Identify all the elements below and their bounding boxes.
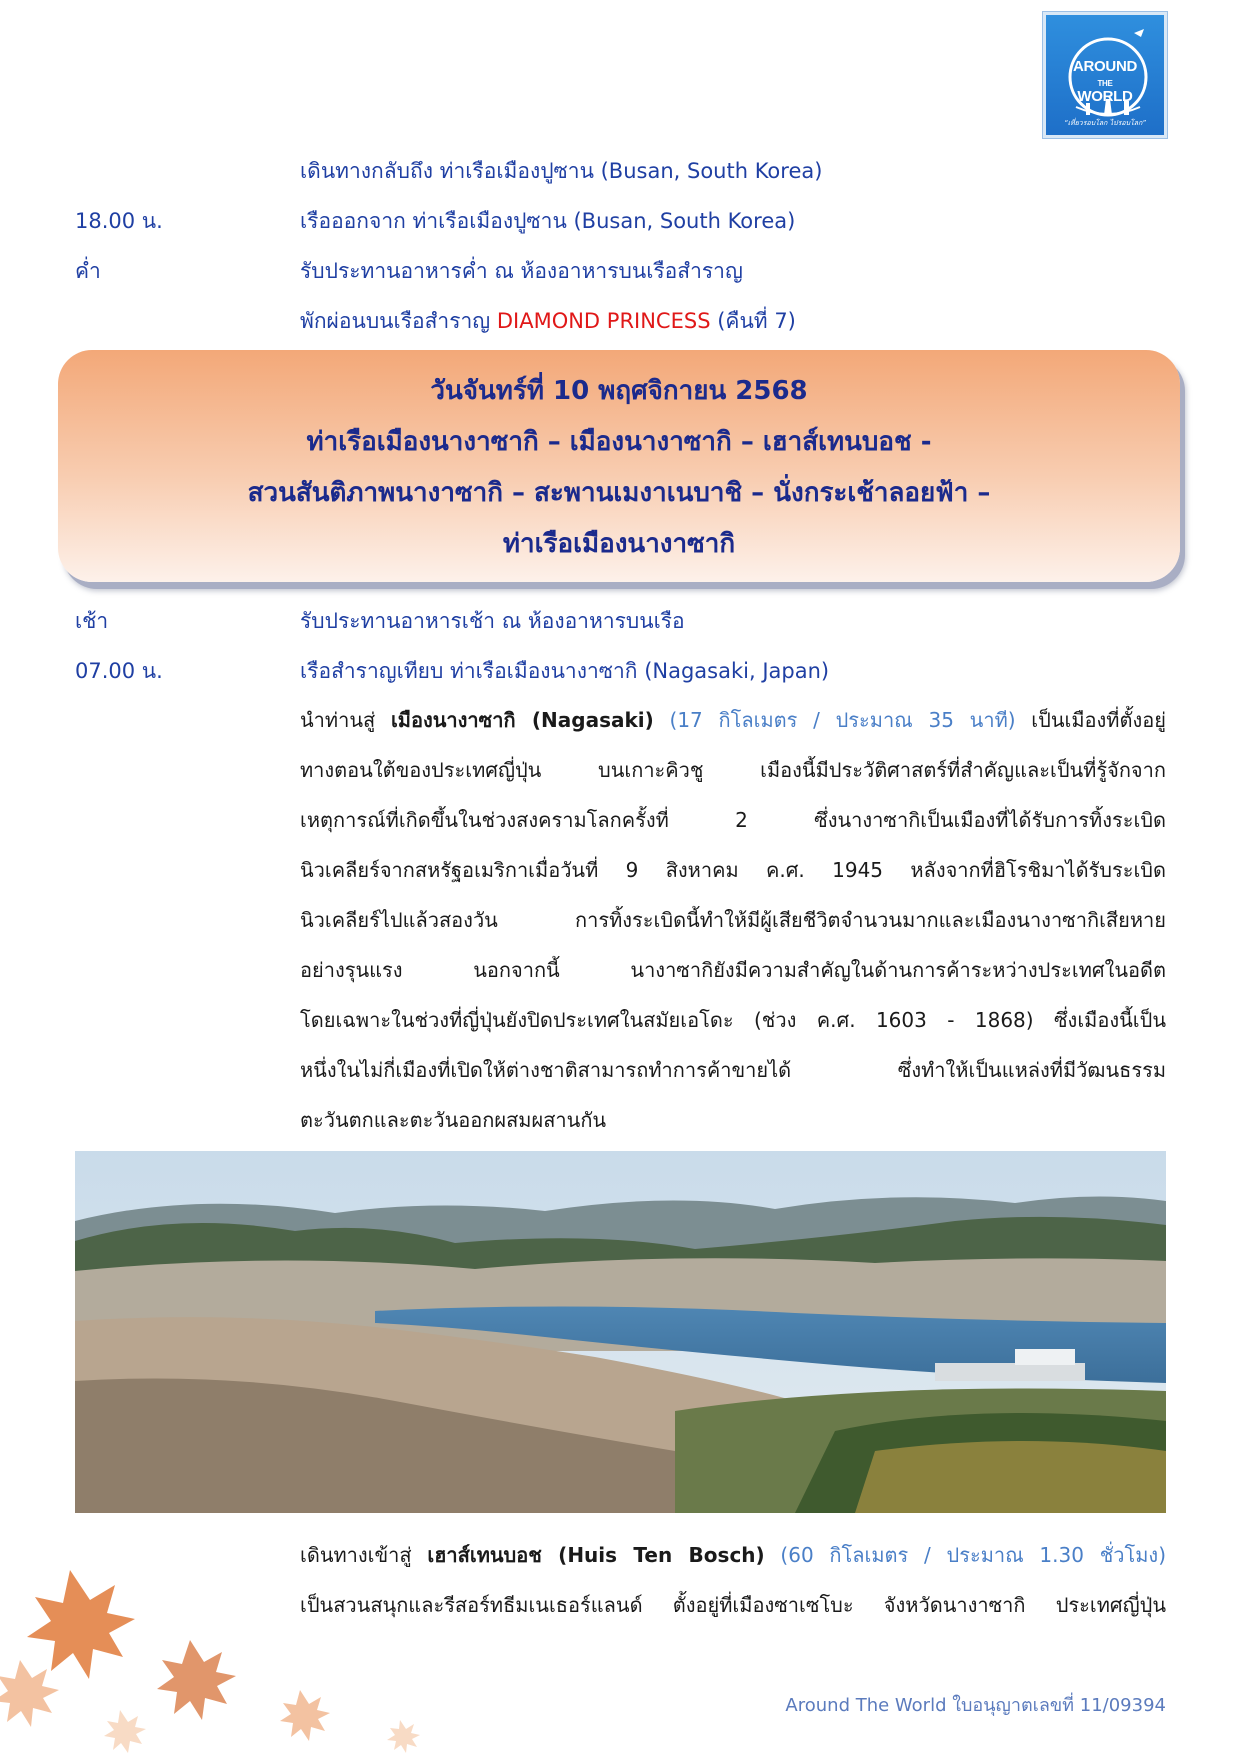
paragraph-line: นิวเคลียร์จากสหรัฐอเมริกาเมื่อวันที่ 9 สิงหาคม ค.ศ. 1945 หลังจากที่ฮิโรชิมาได้รับระเบิด <box>300 858 1166 882</box>
day-route-line: ท่าเรือเมืองนางาซากิ – เมืองนางาซากิ – เฮาส์เทนบอช - <box>306 427 932 457</box>
paragraph-line: ทางตอนใต้ของประเทศญี่ปุ่น บนเกาะคิวชู เมืองนี้มีประวัติศาสตร์ที่สำคัญและเป็นที่รู้จักจาก <box>300 758 1166 782</box>
nagasaki-description <box>300 695 1166 1145</box>
paragraph-line: นิวเคลียร์ไปแล้วสองวัน การทิ้งระเบิดนี้ทำให้มีผู้เสียชีวิตจำนวนมากและเมืองนางาซากิเสียหาย <box>300 908 1166 932</box>
schedule-text: รับประทานอาหารเช้า ณ ห้องอาหารบนเรือ <box>300 609 685 633</box>
day-date: วันจันทร์ที่ 10 พฤศจิกายน 2568 <box>430 376 808 406</box>
schedule-time: 18.00 น. <box>75 209 163 233</box>
place-name: เฮาส์เทนบอช (Huis Ten Bosch) <box>427 1543 765 1567</box>
maple-leaves-decoration <box>0 1530 560 1753</box>
paragraph-line: เดินทางเข้าสู่ เฮาส์เทนบอช (Huis Ten Bosch) (60 กิโลเมตร / ประมาณ 1.30 ชั่วโมง) <box>300 1543 1166 1567</box>
schedule-time: 07.00 น. <box>75 659 163 683</box>
day-header-box <box>58 350 1180 582</box>
schedule-row <box>0 295 1240 345</box>
day-route-line: ท่าเรือเมืองนางาซากิ <box>502 529 736 559</box>
nagasaki-city-photo <box>75 1151 1166 1513</box>
paragraph-line: อย่างรุนแรง นอกจากนี้ นางาซากิยังมีความสำคัญในด้านการค้าระหว่างประเทศในอดีต <box>300 958 1166 982</box>
schedule-text: พักผ่อนบนเรือสำราญ DIAMOND PRINCESS (คืนที่ 7) <box>300 309 796 333</box>
place-name: เมืองนางาซากิ (Nagasaki) <box>390 708 654 732</box>
schedule-text: เดินทางกลับถึง ท่าเรือเมืองปูซาน (Busan, South Korea) <box>300 159 823 183</box>
company-logo <box>1043 12 1167 138</box>
schedule-row <box>0 645 1240 695</box>
paragraph-line: เป็นสวนสนุกและรีสอร์ทธีมเนเธอร์แลนด์ ตั้งอยู่ที่เมืองซาเซโบะ จังหวัดนางาซากิ ประเทศญี่ปุ่น <box>300 1593 1166 1617</box>
schedule-row <box>0 195 1240 245</box>
paragraph-line: โดยเฉพาะในช่วงที่ญี่ปุ่นยังปิดประเทศในสมัยเอโดะ (ช่วง ค.ศ. 1603 - 1868) ซึ่งเมืองนี้เป็น <box>300 1008 1166 1032</box>
schedule-row <box>0 245 1240 295</box>
day-route-line: สวนสันติภาพนางาซากิ – สะพานเมงาเนบาชิ – นั่งกระเช้าลอยฟ้า – <box>247 478 991 508</box>
schedule-time: ค่ำ <box>75 259 101 283</box>
schedule-row <box>0 145 1240 195</box>
schedule-row <box>0 595 1240 645</box>
footer-license: Around The World ใบอนุญาตเลขที่ 11/09394 <box>785 1695 1166 1716</box>
distance-note: (60 กิโลเมตร / ประมาณ 1.30 ชั่วโมง) <box>764 1543 1166 1567</box>
schedule-text: เรือสำราญเทียบ ท่าเรือเมืองนางาซากิ (Nagasaki, Japan) <box>300 659 830 683</box>
paragraph-line: นำท่านสู่ เมืองนางาซากิ (Nagasaki) (17 กิโลเมตร / ประมาณ 35 นาที) เป็นเมืองที่ตั้งอยู่ <box>300 708 1166 732</box>
ship-name: DIAMOND PRINCESS <box>496 309 711 333</box>
paragraph-line: ตะวันตกและตะวันออกผสมผสานกัน <box>300 1108 607 1132</box>
schedule-time: เช้า <box>75 609 109 633</box>
schedule-text: รับประทานอาหารค่ำ ณ ห้องอาหารบนเรือสำราญ <box>300 259 743 283</box>
logo-title: AROUND THE WORLD <box>1072 58 1138 105</box>
paragraph-line: เหตุการณ์ที่เกิดขึ้นในช่วงสงครามโลกครั้งที่ 2 ซึ่งนางาซากิเป็นเมืองที่ได้รับการทิ้งระเบิด <box>300 808 1166 832</box>
schedule-text: เรือออกจาก ท่าเรือเมืองปูซาน (Busan, South Korea) <box>300 209 796 233</box>
logo-tagline: “เที่ยวรอบโลก ไปรอบโลก” <box>1064 119 1146 127</box>
paragraph-line: หนึ่งในไม่กี่เมืองที่เปิดให้ต่างชาติสามารถทำการค้าขายได้ ซึ่งทำให้เป็นแหล่งที่มีวัฒนธรรม <box>300 1058 1166 1082</box>
distance-note: (17 กิโลเมตร / ประมาณ 35 นาที) <box>653 708 1016 732</box>
